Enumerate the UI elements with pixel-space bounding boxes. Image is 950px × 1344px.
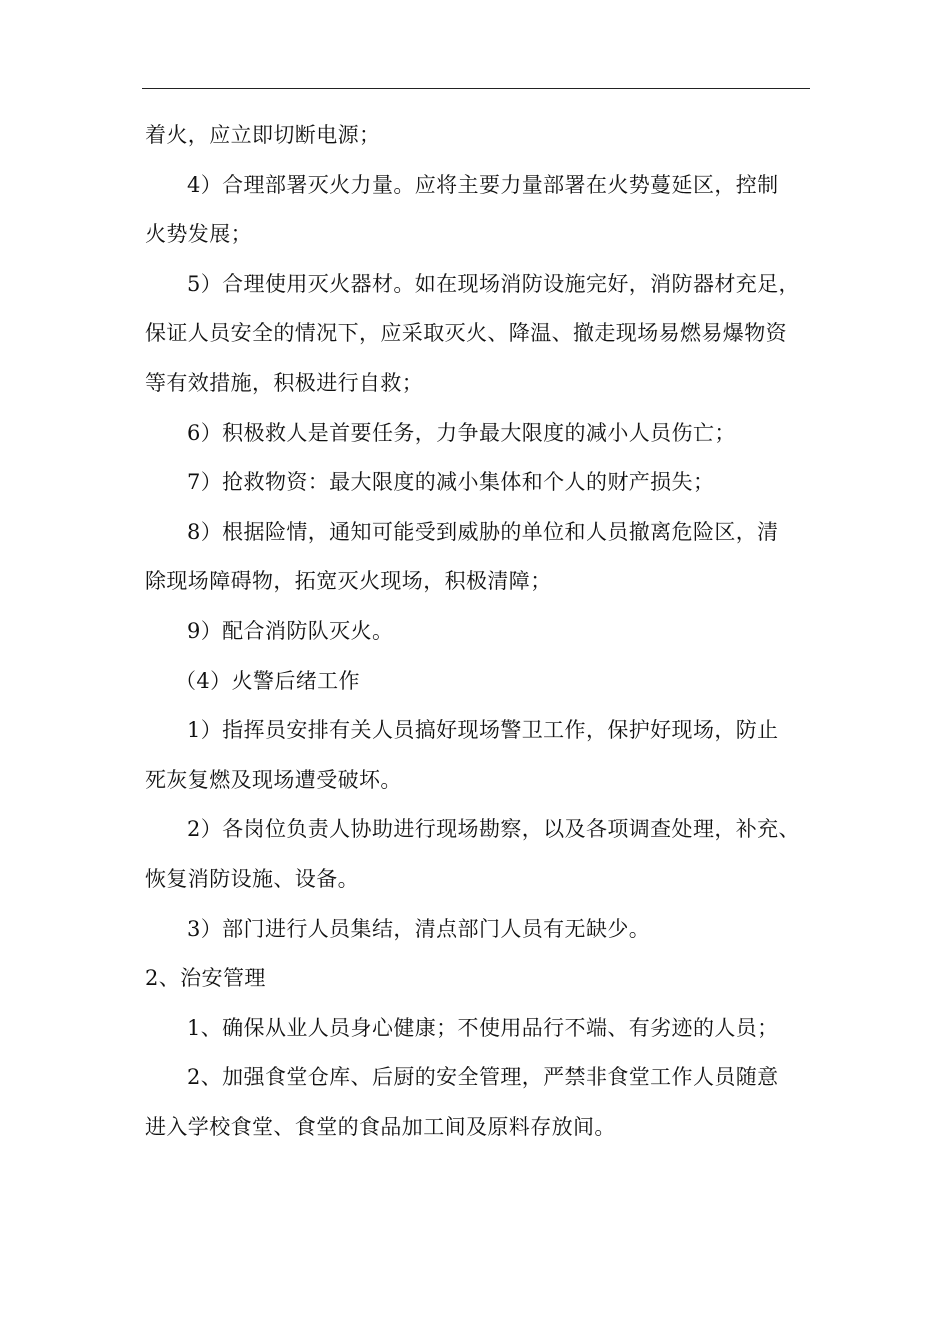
text-line: 2）各岗位负责人协助进行现场勘察，以及各项调查处理，补充、 xyxy=(187,817,800,842)
text-line: 7）抢救物资：最大限度的减小集体和个人的财产损失； xyxy=(187,470,715,495)
text-line: 8）根据险情，通知可能受到威胁的单位和人员撤离危险区，清 xyxy=(187,519,779,544)
text-line: 1、确保从业人员身心健康；不使用品行不端、有劣迹的人员； xyxy=(187,1015,779,1040)
text-line: 2、加强食堂仓库、后厨的安全管理，严禁非食堂工作人员随意 xyxy=(187,1065,779,1090)
text-line: 恢复消防设施、设备。 xyxy=(145,866,359,891)
header-rule xyxy=(142,88,810,89)
text-line: 进入学校食堂、食堂的食品加工间及原料存放间。 xyxy=(145,1114,616,1139)
section-heading: （4）火警后绪工作 xyxy=(175,668,360,693)
text-line: 等有效措施，积极进行自救； xyxy=(145,370,424,395)
text-line: 火势发展； xyxy=(145,222,252,247)
text-line: 3）部门进行人员集结，清点部门人员有无缺少。 xyxy=(187,916,651,941)
text-line: 6）积极救人是首要任务，力争最大限度的减小人员伤亡； xyxy=(187,420,736,445)
text-line: 9）配合消防队灭火。 xyxy=(187,618,394,643)
section-heading: 2、治安管理 xyxy=(145,966,266,991)
text-line: 保证人员安全的情况下，应采取灭火、降温、撤走现场易燃易爆物资 xyxy=(145,321,787,346)
text-line: 死灰复燃及现场遭受破坏。 xyxy=(145,767,402,792)
text-line: 除现场障碍物，拓宽灭火现场，积极清障； xyxy=(145,569,552,594)
document-body xyxy=(145,111,810,1152)
text-line: 1）指挥员安排有关人员搞好现场警卫工作，保护好现场，防止 xyxy=(187,718,779,743)
text-line: 5）合理使用灭火器材。如在现场消防设施完好，消防器材充足， xyxy=(187,271,800,296)
text-line: 着火，应立即切断电源； xyxy=(145,123,381,147)
text-line: 4）合理部署灭火力量。应将主要力量部署在火势蔓延区，控制 xyxy=(187,172,779,197)
